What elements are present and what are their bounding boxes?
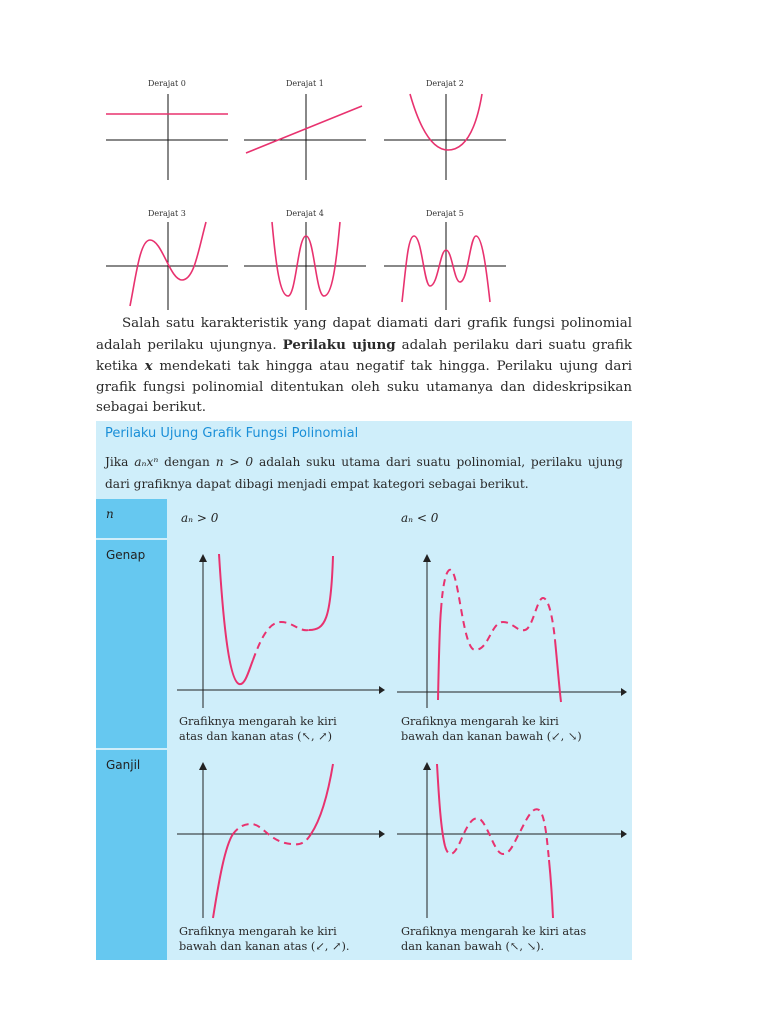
caption-odd-positive: Grafiknya mengarah ke kiri bawah dan kanan atas (↙, ↗).: [179, 925, 350, 953]
graph-degree-0: [106, 79, 228, 180]
body-paragraph: Salah satu karakteristik yang dapat diamati dari grafik fungsi polinomial adalah perilaku ujungnya. Perilaku ujung adalah perilaku dari suatu grafik ketika x mendekati tak hingga atau negatif tak hingga. Perilaku ujung dari grafik fungsi polinomial ditentukan oleh suku utamanya dan dideskripsikan sebagai berikut.: [96, 316, 632, 416]
graph-degree-1: [244, 79, 366, 180]
box-title: Perilaku Ujung Grafik Fungsi Polinomial: [105, 426, 359, 441]
caption-even-positive: Grafiknya mengarah ke kiri atas dan kanan atas (↖, ↗): [179, 715, 337, 743]
graph-degree-5: [384, 209, 506, 310]
graph-label: Derajat 2: [426, 79, 464, 88]
row-label-even: Genap: [96, 540, 167, 748]
degree-condition: n > 0: [215, 455, 254, 469]
cell-odd-positive: [169, 750, 389, 960]
end-behavior-box: [96, 421, 632, 960]
bold-term: Perilaku ujung: [282, 336, 396, 353]
row-label-odd: Ganjil: [96, 750, 167, 960]
graph-label: Derajat 4: [286, 209, 324, 218]
degree-graphs-row-1: [100, 76, 520, 186]
graph-even-positive: [169, 540, 389, 710]
cell-odd-negative: [391, 750, 632, 960]
degree-graphs-row-2: [100, 206, 520, 316]
header-negative: aₙ < 0: [391, 499, 632, 538]
cell-even-negative: [391, 540, 632, 748]
header-n: n: [96, 499, 167, 538]
graph-odd-positive: [169, 750, 389, 922]
box-intro: Jika aₙxⁿ dengan n > 0 adalah suku utama dari suatu polinomial, perilaku ujung dari grafiknya dapat dibagi menjadi empat kategori sebagai berikut.: [105, 455, 623, 491]
cell-even-positive: [169, 540, 389, 748]
caption-odd-negative: Grafiknya mengarah ke kiri atas dan kanan bawah (↖, ↘).: [401, 925, 587, 953]
graph-label: Derajat 1: [286, 79, 324, 88]
graph-label: Derajat 0: [148, 79, 186, 88]
end-behavior-table: [96, 499, 632, 960]
graph-degree-4: [244, 209, 366, 310]
graph-label: Derajat 3: [148, 209, 186, 218]
header-positive: aₙ > 0: [169, 499, 389, 538]
graph-degree-2: [384, 79, 506, 180]
graph-odd-negative: [391, 750, 632, 922]
caption-even-negative: Grafiknya mengarah ke kiri bawah dan kanan bawah (↙, ↘): [401, 715, 582, 743]
graph-label: Derajat 5: [426, 209, 464, 218]
graph-even-negative: [391, 540, 632, 710]
leading-term: aₙxⁿ: [134, 455, 159, 469]
variable-x: x: [144, 358, 153, 375]
graph-degree-3: [106, 209, 228, 310]
